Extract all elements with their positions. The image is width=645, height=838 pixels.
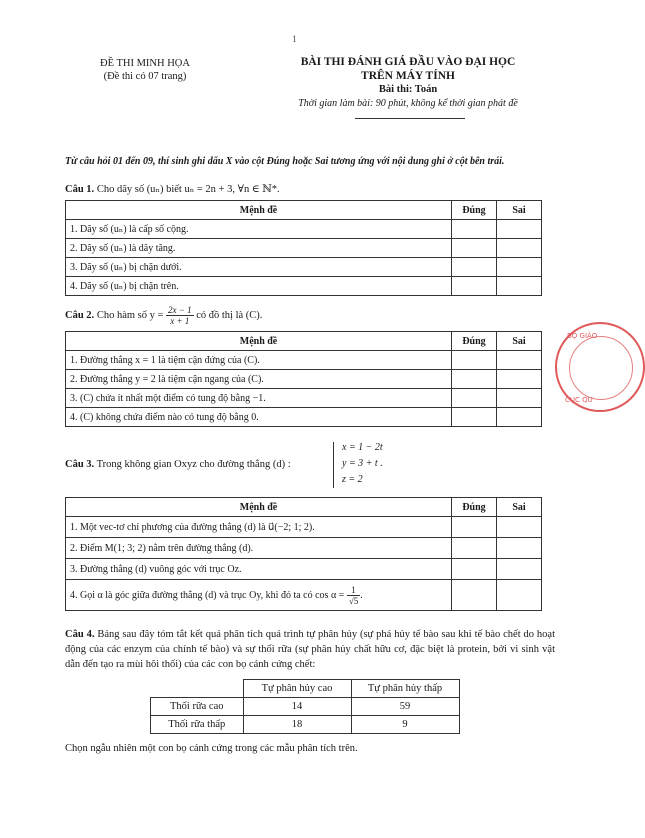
question-3-table xyxy=(65,497,542,611)
header-statement: Mệnh đề xyxy=(66,498,452,517)
row-label: Thối rữa thấp xyxy=(151,716,244,734)
question-3 xyxy=(65,458,560,472)
statement-cell: 3. (C) chứa ít nhất một điểm có tung độ bằng −1. xyxy=(66,389,452,408)
statement-cell: 2. Điểm M(1; 3; 2) nằm trên đường thẳng (d). xyxy=(66,538,452,559)
header-false: Sai xyxy=(497,498,542,517)
stamp-inner-ring xyxy=(569,336,633,400)
fraction-numerator: 1 xyxy=(347,585,360,596)
false-checkbox-cell[interactable] xyxy=(497,277,542,296)
table-header-row xyxy=(66,201,542,220)
header-left-title: ĐỀ THI MINH HỌA xyxy=(100,58,190,69)
true-checkbox-cell[interactable] xyxy=(452,370,497,389)
question-2-text-post: có đồ thị là (C). xyxy=(196,309,263,321)
question-2-table xyxy=(65,331,542,427)
table-row xyxy=(66,517,542,538)
statement-cell: 4. Dãy số (uₙ) bị chặn trên. xyxy=(66,277,452,296)
false-checkbox-cell[interactable] xyxy=(497,389,542,408)
question-2-text-pre: Cho hàm số y = xyxy=(96,309,164,321)
empty-corner-cell xyxy=(151,680,244,698)
question-3-text: Trong không gian Oxyz cho đường thẳng (d) : xyxy=(96,459,291,470)
header-statement: Mệnh đề xyxy=(66,332,452,351)
table-cell: 18 xyxy=(243,716,351,734)
statement-cell: 2. Đường thẳng y = 2 là tiệm cận ngang của (C). xyxy=(66,370,452,389)
table-row xyxy=(66,580,542,611)
question-2-label: Câu 2. xyxy=(65,309,95,321)
page-number: 1 xyxy=(292,34,297,44)
false-checkbox-cell[interactable] xyxy=(497,258,542,277)
stamp-text-top: BỘ GIÁO xyxy=(567,332,598,340)
table-cell: 14 xyxy=(243,698,351,716)
false-checkbox-cell[interactable] xyxy=(497,559,542,580)
statement-cell: 4. Gọi α là góc giữa đường thẳng (d) và trục Oy, khi đó ta có cos α = $\frac{1}{√5}$ . xyxy=(66,580,452,611)
header-false: Sai xyxy=(497,332,542,351)
false-checkbox-cell[interactable] xyxy=(497,408,542,427)
table-header-row xyxy=(66,332,542,351)
true-checkbox-cell[interactable] xyxy=(452,239,497,258)
data-table xyxy=(150,679,460,734)
statement-cell: 4. (C) không chứa điểm nào có tung độ bằng 0. xyxy=(66,408,452,427)
header-left-pages: (Đề thi có 07 trang) xyxy=(103,71,187,82)
false-checkbox-cell[interactable] xyxy=(497,580,542,611)
question-1-label: Câu 1. xyxy=(65,184,95,195)
table-row xyxy=(151,698,460,716)
table-row xyxy=(66,559,542,580)
statement-cell: 1. Dãy số (uₙ) là cấp số cộng. xyxy=(66,220,452,239)
table-row xyxy=(151,716,460,734)
fraction-denominator: x + 1 xyxy=(170,316,190,326)
system-eq-2: y = 3 + t . xyxy=(342,458,383,469)
false-checkbox-cell[interactable] xyxy=(497,370,542,389)
header-statement: Mệnh đề xyxy=(66,201,452,220)
table-cell: 9 xyxy=(351,716,459,734)
statement-cell: 1. Một vec-tơ chỉ phương của đường thẳng (d) là u⃗(−2; 1; 2). xyxy=(66,517,452,538)
exam-title: BÀI THI ĐÁNH GIÁ ĐẦU VÀO ĐẠI HỌC xyxy=(300,56,516,68)
true-checkbox-cell[interactable] xyxy=(452,220,497,239)
header-true: Đúng xyxy=(452,332,497,351)
table-row xyxy=(66,408,542,427)
table-cell: 59 xyxy=(351,698,459,716)
stamp-text-bottom: CỤC QU xyxy=(565,396,593,404)
true-checkbox-cell[interactable] xyxy=(452,580,497,611)
statement-text: 4. Gọi α là góc giữa đường thẳng (d) và trục Oy, khi đó ta có cos α = xyxy=(70,589,345,601)
question-1-table xyxy=(65,200,542,296)
system-eq-3: z = 2 xyxy=(342,474,363,485)
question-4 xyxy=(65,627,555,672)
header-underline xyxy=(355,118,465,119)
col-header-high-autolysis: Tự phân hủy cao xyxy=(243,680,351,698)
header-true: Đúng xyxy=(452,201,497,220)
false-checkbox-cell[interactable] xyxy=(497,351,542,370)
header-true: Đúng xyxy=(452,498,497,517)
table-row xyxy=(66,370,542,389)
true-checkbox-cell[interactable] xyxy=(452,559,497,580)
false-checkbox-cell[interactable] xyxy=(497,517,542,538)
question-4-footer: Chọn ngẫu nhiên một con bọ cánh cứng trong các mẫu phân tích trên. xyxy=(65,743,358,754)
question-4-text: Bảng sau đây tóm tắt kết quả phân tích quá trình tự phân hủy (sự phá hủy tế bào sau khi tế bào chết do hoạt động của các enzym của chính tế bào) và sự thối rữa (sự phân hủy chất hữu cơ, đặc biệt là protein, bởi vi sinh vật dẫn đến tạo ra mùi hôi thối) của các con bọ cánh cứng chết: xyxy=(65,629,555,670)
question-4-label: Câu 4. xyxy=(65,629,95,640)
exam-subtitle: TRÊN MÁY TÍNH xyxy=(361,70,455,82)
table-row xyxy=(66,220,542,239)
question-2 xyxy=(65,305,560,326)
system-brace xyxy=(333,442,340,488)
fraction-denominator: √5 xyxy=(348,595,359,606)
statement-cell: 3. Đường thẳng (d) vuông góc với trục Oz. xyxy=(66,559,452,580)
true-checkbox-cell[interactable] xyxy=(452,277,497,296)
false-checkbox-cell[interactable] xyxy=(497,220,542,239)
fraction-numerator: 2x − 1 xyxy=(168,305,192,315)
cos-fraction xyxy=(347,585,360,606)
table-header-row xyxy=(66,498,542,517)
table-row xyxy=(66,538,542,559)
true-checkbox-cell[interactable] xyxy=(452,517,497,538)
col-header-low-autolysis: Tự phân hủy thấp xyxy=(351,680,459,698)
true-checkbox-cell[interactable] xyxy=(452,351,497,370)
exam-subject: Bài thi: Toán xyxy=(378,84,438,95)
table-row xyxy=(66,351,542,370)
instruction: Từ câu hỏi 01 đến 09, thí sinh ghi dấu X vào cột Đúng hoặc Sai tương ứng với nội dung ghi ở cột bên trái. xyxy=(65,156,505,167)
false-checkbox-cell[interactable] xyxy=(497,239,542,258)
statement-cell: 2. Dãy số (uₙ) là dãy tăng. xyxy=(66,239,452,258)
true-checkbox-cell[interactable] xyxy=(452,389,497,408)
true-checkbox-cell[interactable] xyxy=(452,408,497,427)
table-row xyxy=(66,277,542,296)
true-checkbox-cell[interactable] xyxy=(452,538,497,559)
true-checkbox-cell[interactable] xyxy=(452,258,497,277)
table-row xyxy=(66,239,542,258)
table-row xyxy=(66,258,542,277)
statement-cell: 3. Dãy số (uₙ) bị chặn dưới. xyxy=(66,258,452,277)
header-false: Sai xyxy=(497,201,542,220)
question-2-fraction xyxy=(166,305,194,326)
table-row xyxy=(66,389,542,408)
exam-duration: Thời gian làm bài: 90 phút, không kể thời gian phát đề xyxy=(298,98,518,109)
statement-cell: 1. Đường thẳng x = 1 là tiệm cận đứng của (C). xyxy=(66,351,452,370)
false-checkbox-cell[interactable] xyxy=(497,538,542,559)
system-eq-1: x = 1 − 2t xyxy=(342,442,383,453)
question-1 xyxy=(65,183,560,197)
question-3-label: Câu 3. xyxy=(65,459,95,470)
table-header-row xyxy=(151,680,460,698)
official-stamp xyxy=(555,322,645,412)
question-1-text: Cho dãy số (uₙ) biết uₙ = 2n + 3, ∀n ∈ ℕ*. xyxy=(96,184,280,195)
row-label: Thối rữa cao xyxy=(151,698,244,716)
